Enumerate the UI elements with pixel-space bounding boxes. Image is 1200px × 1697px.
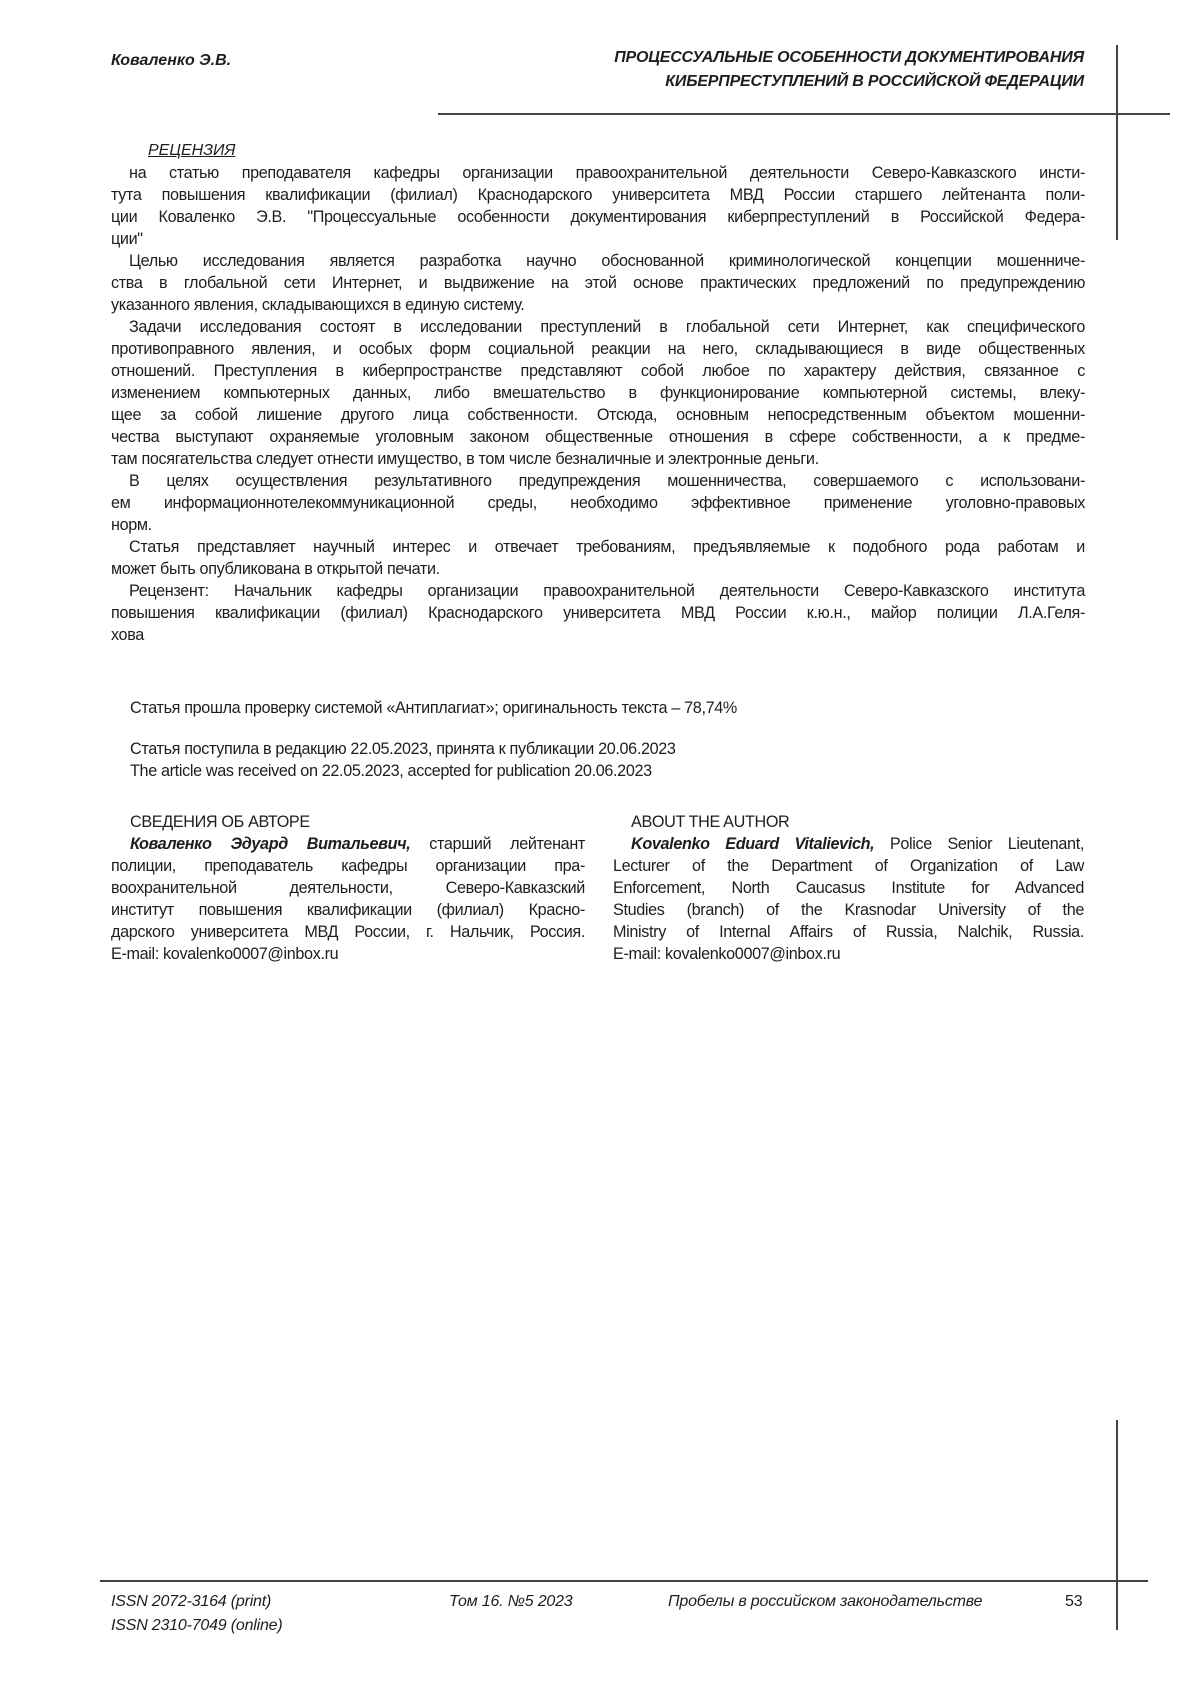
running-head-title-line: ПРОЦЕССУАЛЬНЫЕ ОСОБЕННОСТИ ДОКУМЕНТИРОВАНИЯ: [614, 49, 1084, 66]
header-vertical-rule: [1116, 45, 1118, 240]
author-name-line-ru: [111, 833, 585, 855]
review-text-line: В целях осуществления результативного предупреждения мошенничества, совершаемого с использовани-: [129, 472, 1085, 490]
received-date-en: The article was received on 22.05.2023, accepted for publication 20.06.2023: [130, 762, 652, 780]
author-email-ru: E-mail: kovalenko0007@inbox.ru: [111, 945, 339, 963]
review-text-line: норм.: [111, 516, 152, 534]
author-line-en: Studies (branch) of the Krasnodar University of the: [613, 901, 1084, 919]
review-text-line: хова: [111, 626, 144, 644]
author-line-ru: институт повышения квалификации (филиал) Красно-: [111, 901, 585, 919]
review-text-line: Рецензент: Начальник кафедры организации правоохранительной деятельности Северо-Кавказского института: [129, 582, 1085, 600]
review-text-line: изменением компьютерных данных, либо вмешательство в функционирование компьютерной системы, влеку-: [111, 384, 1085, 402]
received-date-ru: Статья поступила в редакцию 22.05.2023, принята к публикации 20.06.2023: [130, 740, 676, 758]
review-text-line: ства в глобальной сети Интернет, и выдвижение на этой основе практических предложений по предупреждению: [111, 274, 1085, 292]
journal-volume: Том 16. №5 2023: [449, 1593, 573, 1610]
issn-print: ISSN 2072-3164 (print): [111, 1593, 272, 1610]
review-text-line: противоправного явления, и особых форм социальной реакции на него, складывающиеся в виде общественных: [111, 340, 1085, 358]
running-head-title: [614, 46, 1084, 94]
plagiarism-note: Статья прошла проверку системой «Антиплагиат»; оригинальность текста – 78,74%: [130, 699, 737, 717]
review-text-line: отношений. Преступления в киберпространстве представляют собой любое по характеру действия, связанное с: [111, 362, 1085, 380]
author-rank-ru: старший лейтенант: [410, 835, 585, 853]
author-line-ru: дарского университета МВД России, г. Нальчик, Россия.: [111, 923, 585, 941]
review-text-line: указанного явления, складывающихся в единую систему.: [111, 296, 525, 314]
author-heading-ru: СВЕДЕНИЯ ОБ АВТОРЕ: [130, 813, 310, 831]
author-email-en: E-mail: kovalenko0007@inbox.ru: [613, 945, 841, 963]
author-heading-en: ABOUT THE AUTHOR: [631, 813, 790, 831]
running-head-title-line: КИБЕРПРЕСТУПЛЕНИЙ В РОССИЙСКОЙ ФЕДЕРАЦИИ: [665, 73, 1084, 90]
footer-rule: [100, 1580, 1148, 1582]
journal-name: Пробелы в российском законодательстве: [668, 1593, 983, 1610]
review-text-line: чества выступают охраняемые уголовным законом общественные отношения в сфере собственности, а к предме-: [111, 428, 1085, 446]
running-head-author: Коваленко Э.В.: [111, 52, 232, 69]
author-line-en: Enforcement, North Caucasus Institute for Advanced: [613, 879, 1084, 897]
author-name-en: Kovalenko Eduard Vitalievich,: [631, 835, 875, 853]
author-name-line-en: [613, 833, 1084, 855]
review-title: РЕЦЕНЗИЯ: [148, 142, 236, 159]
review-text-line: там посягательства следует отнести имущество, в том числе безналичные и электронные деньги.: [111, 450, 819, 468]
review-text-line: Целью исследования является разработка научно обоснованной криминологической концепции мошенниче-: [129, 252, 1085, 270]
review-text-line: Статья представляет научный интерес и отвечает требованиям, предъявляемые к подобного рода работам и: [129, 538, 1085, 556]
author-name-ru: Коваленко Эдуард Витальевич,: [130, 835, 411, 853]
footer-vertical-rule: [1116, 1420, 1118, 1630]
review-text-line: ем информационнотелекоммуникационной среды, необходимо эффективное применение уголовно-правовых: [111, 494, 1085, 512]
author-rank-en: Police Senior Lieutenant,: [874, 835, 1084, 853]
review-text-line: на статью преподавателя кафедры организации правоохранительной деятельности Северо-Кавказского инсти-: [129, 164, 1085, 182]
author-line-en: Lecturer of the Department of Organization of Law: [613, 857, 1084, 875]
review-text-line: может быть опубликована в открытой печати.: [111, 560, 440, 578]
author-line-en: Ministry of Internal Affairs of Russia, Nalchik, Russia.: [613, 923, 1084, 941]
review-text-line: щее за собой лишение другого лица собственности. Отсюда, основным непосредственным объектом мошенни-: [111, 406, 1085, 424]
review-text-line: ции": [111, 230, 143, 248]
review-text-line: тута повышения квалификации (филиал) Краснодарского университета МВД России старшего лейтенанта поли-: [111, 186, 1085, 204]
author-line-ru: воохранительной деятельности, Северо-Кавказский: [111, 879, 585, 897]
review-text-line: повышения квалификации (филиал) Краснодарского университета МВД России к.ю.н., майор полиции Л.А.Геля-: [111, 604, 1085, 622]
author-line-ru: полиции, преподаватель кафедры организации пра-: [111, 857, 585, 875]
issn-online: ISSN 2310-7049 (online): [111, 1617, 283, 1634]
review-text-line: Задачи исследования состоят в исследовании преступлений в глобальной сети Интернет, как специфического: [129, 318, 1085, 336]
page-number: 53: [1065, 1593, 1083, 1610]
review-text-line: ции Коваленко Э.В. "Процессуальные особенности документирования киберпреступлений в Российской Федера-: [111, 208, 1085, 226]
header-rule: [438, 113, 1170, 115]
